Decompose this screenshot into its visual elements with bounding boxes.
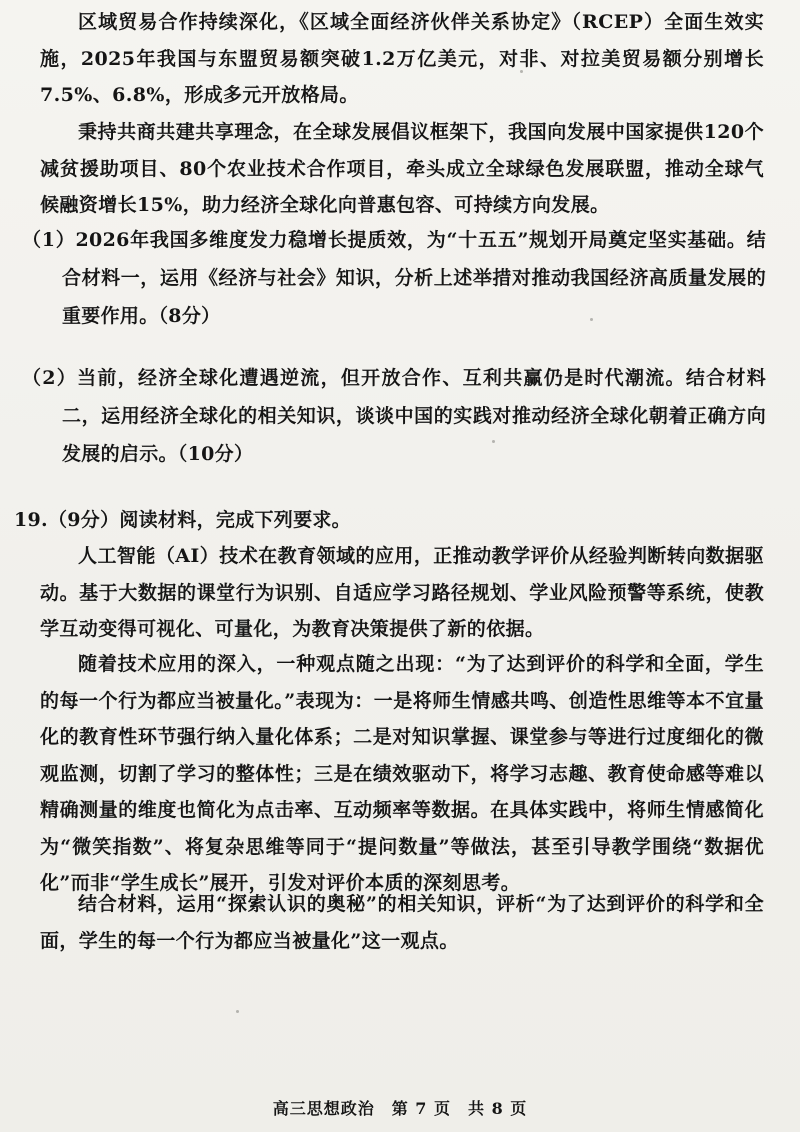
page-footer: 高三思想政治 第 7 页 共 8 页	[272, 1099, 528, 1118]
scan-speck	[492, 440, 495, 443]
question-18-part-2: （2）当前，经济全球化遭遇逆流，但开放合作、互利共赢仍是时代潮流。结合材料二，运用经济全球化的相关知识，谈谈中国的实践对推动经济全球化朝着正确方向发展的启示。（10分）	[22, 367, 766, 465]
scan-speck	[236, 1010, 239, 1013]
scan-speck	[590, 318, 593, 321]
material-paragraph-trade: 区域贸易合作持续深化，《区域全面经济伙伴关系协定》（RCEP）全面生效实施，2025年我国与东盟贸易额突破1.2万亿美元，对非、对拉美贸易额分别增长7.5%、6.8%，形成多元开放格局。	[40, 11, 764, 106]
question-19-task-paragraph: 结合材料，运用“探索认识的奥秘”的相关知识，评析“为了达到评价的科学和全面，学生的每一个行为都应当被量化”这一观点。	[40, 893, 764, 952]
material-paragraph-global-development: 秉持共商共建共享理念，在全球发展倡议框架下，我国向发展中国家提供120个减贫援助项目、80个农业技术合作项目，牵头成立全球绿色发展联盟，推动全球气候融资增长15%，助力经济全球化向普惠包容、可持续方向发展。	[40, 121, 764, 216]
question-19-material-paragraph-1: 人工智能（AI）技术在教育领域的应用，正推动教学评价从经验判断转向数据驱动。基于大数据的课堂行为识别、自适应学习路径规划、学业风险预警等系统，使教学互动变得可视化、可量化，为教育决策提供了新的依据。	[40, 545, 764, 640]
question-19-heading: 19.（9分）阅读材料，完成下列要求。	[14, 509, 351, 531]
question-19-material-paragraph-2: 随着技术应用的深入，一种观点随之出现：“为了达到评价的科学和全面，学生的每一个行为都应当被量化。”表现为：一是将师生情感共鸣、创造性思维等本不宜量化的教育性环节强行纳入量化体系；二是对知识掌握、课堂参与等进行过度细化的微观监测，切割了学习的整体性；三是在绩效驱动下，将学习志趣、教育使命感等难以精确测量的维度也简化为点击率、互动频率等数据。在具体实践中，将师生情感简化为“微笑指数”、将复杂思维等同于“提问数量”等做法，甚至引导教学围绕“数据优化”而非“学生成长”展开，引发对评价本质的深刻思考。	[40, 653, 764, 894]
question-18-part-1: （1）2026年我国多维度发力稳增长提质效，为“十五五”规划开局奠定坚实基础。结合材料一，运用《经济与社会》知识，分析上述举措对推动我国经济高质量发展的重要作用。（8分）	[22, 229, 766, 327]
scan-speck	[520, 70, 523, 73]
